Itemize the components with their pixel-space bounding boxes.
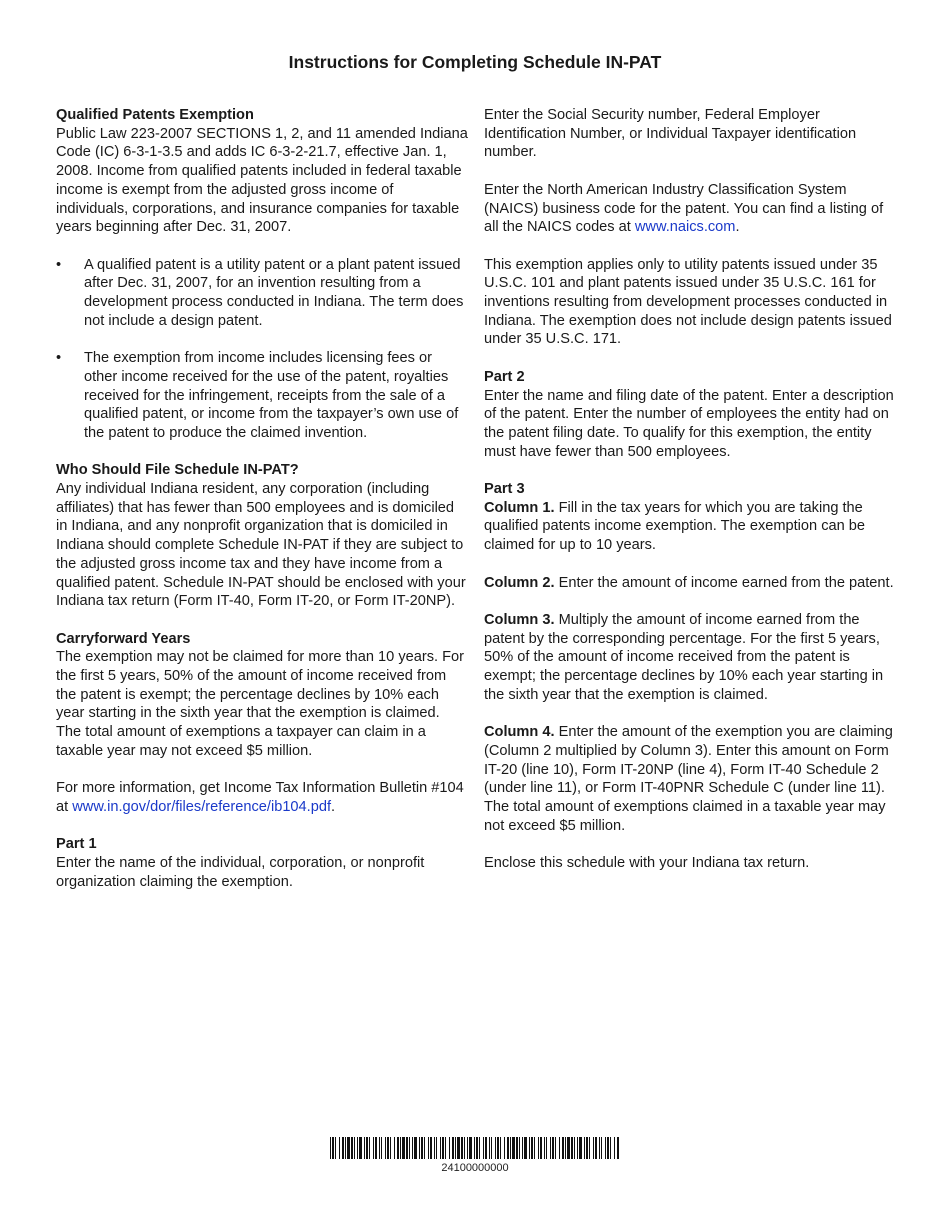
barcode-bar bbox=[428, 1137, 429, 1159]
barcode-bar bbox=[559, 1137, 560, 1159]
applies-paragraph: This exemption applies only to utility patents issued under 35 U.S.C. 101 and plant patents issued under 35 U.S.C. 161 for inventions resulting from development processes conducted in Indiana. The exemption does not include design patents issued under 35 U.S.C. 171. bbox=[484, 256, 892, 348]
bullet-text: The exemption from income includes licensing fees or other income received for the use of the patent, royalties received for the infringement, receipts from the sale of a qualified patent, or income from the taxpayer’s own use of the patent to produce the claimed invention. bbox=[84, 350, 459, 441]
part2-heading: Part 2 bbox=[484, 368, 525, 385]
naics-period: . bbox=[735, 219, 740, 236]
barcode-bar bbox=[579, 1137, 582, 1159]
column3-label: Column 3. bbox=[484, 611, 555, 628]
column4-paragraph bbox=[484, 723, 898, 835]
barcode-bar bbox=[574, 1137, 575, 1159]
column2-paragraph bbox=[484, 574, 898, 593]
barcode-bar bbox=[421, 1137, 423, 1159]
barcode-bar bbox=[332, 1137, 334, 1159]
barcode-bar bbox=[512, 1137, 515, 1159]
barcode-bar bbox=[345, 1137, 346, 1159]
who-should-file-body: Any individual Indiana resident, any corporation (including affiliates) that has fewer than 500 employees and is domiciled in Indiana, and any nonprofit organization that is domiciled in Indiana should complete Schedule IN-PAT if they are subject to the adjusted gross income tax and they have income from a qualified patent. Schedule IN-PAT should be enclosed with your Indiana tax return (Form IT-40, Form IT-20, or Form IT-20NP). bbox=[56, 481, 466, 610]
barcode-bar bbox=[366, 1137, 368, 1159]
enclose-paragraph: Enclose this schedule with your Indiana tax return. bbox=[484, 855, 810, 871]
barcode-bar bbox=[369, 1137, 370, 1159]
barcode-bar bbox=[476, 1137, 478, 1159]
barcode-bar bbox=[562, 1137, 564, 1159]
bullet-item bbox=[56, 256, 468, 331]
column2-text: Enter the amount of income earned from the patent. bbox=[554, 574, 894, 591]
column3-text: Multiply the amount of income earned from the patent by the corresponding percentage. For the first 5 years, 50% of the amount of income received from the patent is exempt; the percentage declines by 10% each year starting in the sixth year that the exemption is claimed. bbox=[484, 611, 884, 703]
barcode-bar bbox=[491, 1137, 492, 1159]
naics-paragraph bbox=[484, 181, 898, 237]
barcode-bar bbox=[409, 1137, 410, 1159]
barcode-bar bbox=[507, 1137, 509, 1159]
barcode-bar bbox=[359, 1137, 362, 1159]
column4-text: Enter the amount of the exemption you are claiming (Column 2 multiplied by Column 3). Enter this amount on Form IT-20 (line 10), Form IT-20NP (line 4), Form IT-40 Schedule 2 (under line 11), or Form IT-40PNR Schedule C (under line 11). The total amount of exemptions claimed in a taxable year may not exceed $5 million. bbox=[484, 724, 893, 834]
barcode-bar bbox=[495, 1137, 496, 1159]
qualified-patents-heading: Qualified Patents Exemption bbox=[56, 107, 254, 123]
carryforward-heading: Carryforward Years bbox=[56, 630, 191, 647]
barcode-bar bbox=[529, 1137, 530, 1159]
barcode-bar bbox=[440, 1137, 441, 1159]
right-column bbox=[484, 106, 898, 891]
barcode-bar bbox=[567, 1137, 570, 1159]
barcode-bar bbox=[452, 1137, 454, 1159]
barcode-bar bbox=[412, 1137, 413, 1159]
barcode-bar bbox=[335, 1137, 336, 1159]
barcode-bar bbox=[339, 1137, 340, 1159]
barcode-bar bbox=[351, 1137, 353, 1159]
barcode-bar bbox=[449, 1137, 450, 1159]
more-info-text: For more information, get Income Tax Information Bulletin #104 at bbox=[56, 780, 464, 815]
barcode-bar bbox=[522, 1137, 523, 1159]
barcode-bar bbox=[373, 1137, 374, 1159]
barcode-bar bbox=[586, 1137, 588, 1159]
barcode-bar bbox=[516, 1137, 518, 1159]
barcode-bar bbox=[467, 1137, 468, 1159]
who-should-file-heading: Who Should File Schedule IN-PAT? bbox=[56, 462, 299, 479]
barcode-bar bbox=[510, 1137, 511, 1159]
barcode-bar bbox=[442, 1137, 444, 1159]
column1-paragraph bbox=[484, 499, 898, 555]
barcode-bar bbox=[607, 1137, 609, 1159]
ib104-link[interactable]: www.in.gov/dor/files/reference/ib104.pdf bbox=[72, 798, 332, 815]
barcode-bar bbox=[550, 1137, 551, 1159]
column2-label: Column 2. bbox=[484, 574, 555, 591]
barcode-bar bbox=[357, 1137, 358, 1159]
barcode-bar bbox=[330, 1137, 331, 1159]
barcode-bar bbox=[375, 1137, 377, 1159]
barcode-bar bbox=[614, 1137, 615, 1159]
barcode-bar bbox=[469, 1137, 472, 1159]
barcode-bar bbox=[414, 1137, 417, 1159]
barcode-bar bbox=[419, 1137, 420, 1159]
barcode-bar bbox=[617, 1137, 619, 1159]
barcode-bar bbox=[436, 1137, 437, 1159]
barcode-bar bbox=[483, 1137, 484, 1159]
naics-text: Enter the North American Industry Classification System (NAICS) business code for the patent. You can find a listing of all the NAICS codes at bbox=[484, 181, 884, 236]
barcode-bar bbox=[385, 1137, 386, 1159]
column1-label: Column 1. bbox=[484, 499, 555, 516]
part3-heading: Part 3 bbox=[484, 481, 525, 497]
barcode-bar bbox=[540, 1137, 542, 1159]
barcode-bar bbox=[552, 1137, 554, 1159]
left-column bbox=[56, 106, 468, 910]
bullet-item bbox=[56, 349, 468, 443]
barcode-bar bbox=[387, 1137, 389, 1159]
barcode-number: 24100000000 bbox=[441, 1162, 509, 1174]
column4-label: Column 4. bbox=[484, 724, 555, 741]
carryforward-body: The exemption may not be claimed for more than 10 years. For the first 5 years, 50% of the amount of income received from the patent is exempt; the percentage declines by 10% each year starting in the sixth year that the exemption is claimed. The total amount of exemptions a taxpayer can claim in a taxable year may not exceed $5 million. bbox=[56, 649, 465, 759]
barcode-bar bbox=[400, 1137, 401, 1159]
barcode-bar bbox=[544, 1137, 545, 1159]
part1-body: Enter the name of the individual, corporation, or nonprofit organization claiming the exemption. bbox=[56, 855, 425, 890]
barcode-bar bbox=[531, 1137, 533, 1159]
barcode-bar bbox=[379, 1137, 380, 1159]
barcode-bar bbox=[381, 1137, 382, 1159]
barcode-area bbox=[0, 1137, 950, 1174]
barcode-bar bbox=[455, 1137, 456, 1159]
barcode-bar bbox=[445, 1137, 446, 1159]
barcode-bar bbox=[364, 1137, 365, 1159]
barcode-bar bbox=[402, 1137, 405, 1159]
barcode-bar bbox=[589, 1137, 590, 1159]
part2-body: Enter the name and filing date of the patent. Enter a description of the patent. Enter the number of employees the entity had on the patent filing date. To qualify for this exemption, the entity must have fewer than 500 employees. bbox=[484, 387, 894, 460]
barcode-bar bbox=[406, 1137, 408, 1159]
barcode-bar bbox=[390, 1137, 391, 1159]
barcode-bar bbox=[555, 1137, 556, 1159]
barcode-bar bbox=[524, 1137, 527, 1159]
barcode-bar bbox=[497, 1137, 499, 1159]
more-info-period: . bbox=[331, 798, 336, 815]
barcode-bar bbox=[577, 1137, 578, 1159]
barcode-bar bbox=[593, 1137, 594, 1159]
barcode-bar bbox=[571, 1137, 573, 1159]
barcode-bar bbox=[474, 1137, 475, 1159]
barcode-bar bbox=[504, 1137, 505, 1159]
barcode-bar bbox=[457, 1137, 460, 1159]
barcode-bar bbox=[601, 1137, 602, 1159]
barcode-bar bbox=[485, 1137, 487, 1159]
barcode-bar bbox=[434, 1137, 435, 1159]
barcode-bar bbox=[347, 1137, 350, 1159]
barcode-bar bbox=[595, 1137, 597, 1159]
barcode-bar bbox=[565, 1137, 566, 1159]
barcode-bar bbox=[464, 1137, 465, 1159]
barcode-bar bbox=[534, 1137, 535, 1159]
ssn-paragraph: Enter the Social Security number, Federal Employer Identification Number, or Individual Taxpayer identification number. bbox=[484, 107, 857, 161]
qualified-patents-body: Public Law 223-2007 SECTIONS 1, 2, and 11 amended Indiana Code (IC) 6-3-1-3.5 and adds IC 6-3-2-21.7, effective Jan. 1, 2008. Income from qualified patents included in federal taxable income is exempt from the adjusted gross income of individuals, corporations, and insurance companies for taxable years beginning after Dec. 31, 2007. bbox=[56, 125, 468, 236]
barcode-bar bbox=[430, 1137, 432, 1159]
barcode-bar bbox=[424, 1137, 425, 1159]
barcode-bar bbox=[500, 1137, 501, 1159]
barcode-bar bbox=[519, 1137, 520, 1159]
barcode-icon bbox=[330, 1137, 620, 1159]
barcode-bar bbox=[342, 1137, 344, 1159]
barcode-bar bbox=[394, 1137, 395, 1159]
column1-text: Fill in the tax years for which you are taking the qualified patents income exemption. The exemption can be claimed for up to 10 years. bbox=[484, 499, 866, 554]
more-info-paragraph bbox=[56, 779, 468, 816]
part1-heading: Part 1 bbox=[56, 836, 97, 853]
page-title: Instructions for Completing Schedule IN-PAT bbox=[288, 52, 662, 72]
barcode-bar bbox=[605, 1137, 606, 1159]
barcode-bar bbox=[538, 1137, 539, 1159]
barcode-bar bbox=[354, 1137, 355, 1159]
barcode-bar bbox=[599, 1137, 600, 1159]
bullet-symbol: • bbox=[56, 350, 62, 367]
barcode-bar bbox=[546, 1137, 547, 1159]
barcode-bar bbox=[479, 1137, 480, 1159]
barcode-bar bbox=[584, 1137, 585, 1159]
barcode-bar bbox=[461, 1137, 463, 1159]
column3-paragraph bbox=[484, 611, 898, 705]
bullet-text: A qualified patent is a utility patent or a plant patent issued after Dec. 31, 2007, for an invention resulting from a development process conducted in Indiana. The term does not include a design patent. bbox=[84, 256, 464, 329]
barcode-bar bbox=[397, 1137, 399, 1159]
barcode-bar bbox=[610, 1137, 611, 1159]
bullet-symbol: • bbox=[56, 256, 62, 273]
naics-link[interactable]: www.naics.com bbox=[634, 219, 736, 236]
barcode-bar bbox=[489, 1137, 490, 1159]
